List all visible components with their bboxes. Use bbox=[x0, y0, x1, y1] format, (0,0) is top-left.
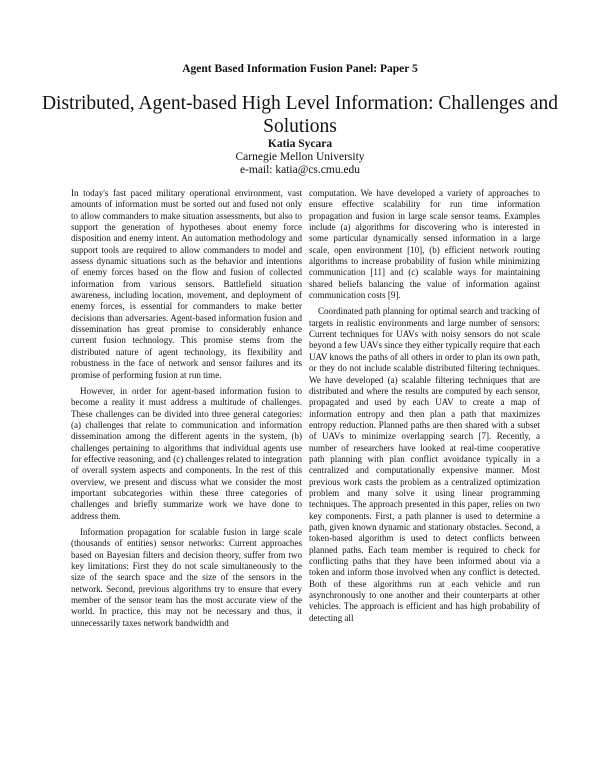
body-paragraph: In today's fast paced military operational environment, vast amounts of information must be sorted out and fused not only to allow commanders to make situation assessments, but also to support the generation of hypotheses about enemy force disposition and enemy intent. An automation methodology and support tools are required to allow commanders to model and assess dynamic situations such as the behavior and intentions of enemy forces based on the flow and fusion of collected information from various sensors. Battlefield situation awareness, including location, movement, and deployment of enemy forces, is essential for commanders to make better decisions than adversaries. Agent-based information fusion and dissemination has great promise to considerably enhance current fusion technology. This promise stems from the distributed nature of agent technology, its flexibility and robustness in the face of network and sensor failures and its promise of performing fusion at run time. bbox=[71, 188, 302, 380]
author-affiliation: Carnegie Mellon University bbox=[235, 151, 365, 163]
author-email: e-mail: katia@cs.cmu.edu bbox=[239, 164, 361, 176]
right-column bbox=[309, 188, 540, 629]
body-paragraph: computation. We have developed a variety of approaches to ensure effective scalability for run time information propagation and fusion in large scale sensor teams. Examples include (a) algorithms for discovering who is interested in some particular dynamically sensed information in a large scale, open environment [10], (b) efficient network routing algorithms to increase probability of fusion while minimizing communication [11] and (c) scalable ways for maintaining shared beliefs balancing the value of information against communication costs [9]. bbox=[309, 188, 540, 301]
paper-title: Distributed, Agent-based High Level Information: Challenges and Solutions bbox=[41, 93, 559, 137]
body-paragraph: However, in order for agent-based information fusion to become a reality it must address a multitude of challenges. These challenges can be divided into three general categories: (a) challenges that relate to communication and information dissemination among the different agents in the system, (b) challenges pertaining to algorithms that individual agents use for effective reasoning, and (c) challenges related to integration of overall system aspects and components. In the rest of this overview, we present and discuss what we consider the most important subcategories within these three categories of challenges and briefly summarize work we have done to address them. bbox=[71, 385, 302, 521]
panel-heading: Agent Based Information Fusion Panel: Paper 5 bbox=[182, 63, 418, 75]
body-paragraph: Information propagation for scalable fusion in large scale (thousands of entities) sensor networks: Current approaches based on Bayesian filters and decision theory, suffer from two key limitations: First they do not scale simultaneously to the size of the search space and the size of the sensors in the network. Second, previous algorithms try to ensure that every member of the sensor team has the most accurate view of the world. In practice, this may not be necessary and thus, it unnecessarily taxes network bandwidth and bbox=[71, 526, 302, 628]
left-column bbox=[71, 188, 302, 634]
author-name: Katia Sycara bbox=[267, 138, 333, 150]
body-paragraph: Coordinated path planning for optimal search and tracking of targets in realistic environments and large number of sensors: Current techniques for UAVs with noisy sensors do not scale beyond a few UAVs since they either typically require that each UAV knows the paths of all others in order to plan its own path, or they do not include scalable distributed filtering techniques. We have developed (a) scalable filtering techniques that are distributed and where the results are computed by each sensor, propagated and used by each UAV to create a map of information entropy and then plan a path that maximizes entropy reduction. Planned paths are then shared with a subset of UAVs to minimize overlapping search [7]. Recently, a number of researchers have looked at real-time cooperative path planning with plan conflict avoidance typically in a centralized and computationally expensive manner. Most previous work casts the problem as a centralized optimization problem and many solve it using linear programming techniques. The approach presented in this paper, relies on two key components. First, a path planner is used to determine a path, given known dynamic and stationary obstacles. Second, a token-based algorithm is used to detect conflicts between planned paths. Each team member is required to check for conflicting paths that they have been informed about via a token and inform those involved when any conflict is detected. Both of these algorithms run at each vehicle and run asynchronously to one another and their counterparts at other vehicles. The approach is efficient and has high probability of detecting all bbox=[309, 306, 540, 623]
